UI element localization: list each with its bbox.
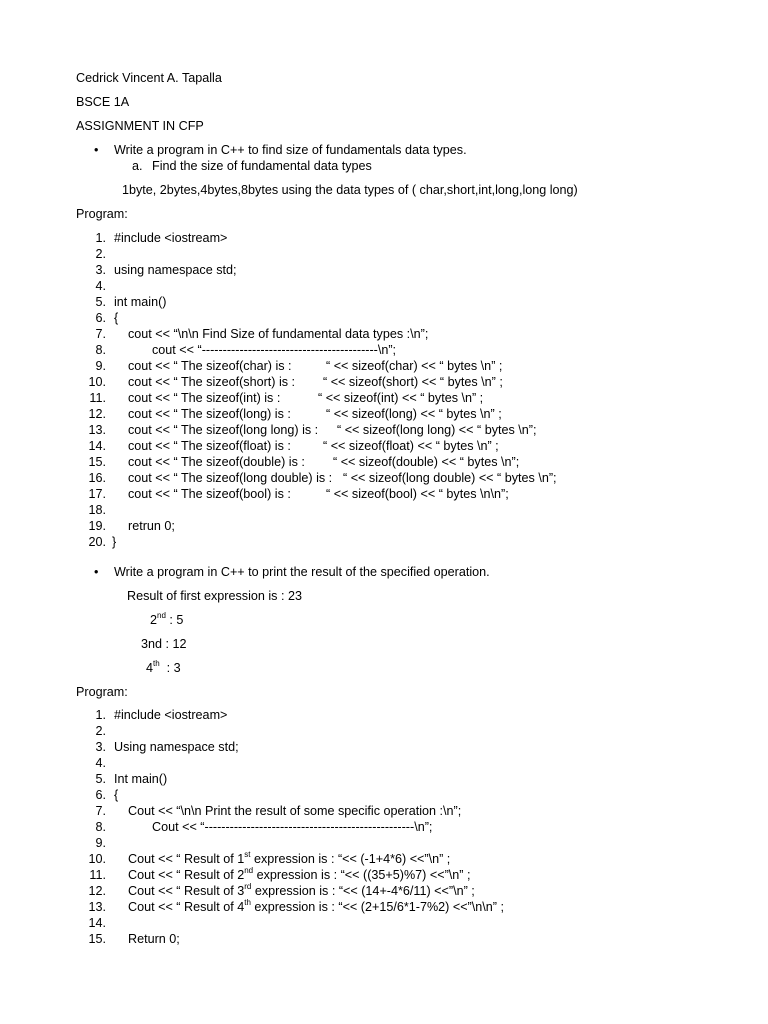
author-name: Cedrick Vincent A. Tapalla xyxy=(76,71,222,85)
code-text: Cout << “ Result of 1 xyxy=(128,852,245,866)
code-line: cout << “ The sizeof(long double) is : xyxy=(128,471,333,485)
ordinal-sup: th xyxy=(244,898,251,907)
result-third: 3nd : 12 xyxy=(141,637,187,651)
code-line xyxy=(128,899,504,915)
code-line: cout << “ The sizeof(bool) is : xyxy=(128,487,291,501)
code-line: cout << “------------------------------------------\n”; xyxy=(152,343,397,357)
program-label-1: Program: xyxy=(76,207,128,221)
result-second-val: : 5 xyxy=(165,613,184,627)
code-line: Using namespace std; xyxy=(114,740,239,754)
line-number: 1. xyxy=(95,708,106,722)
line-number: 6. xyxy=(95,311,106,325)
line-number: 9. xyxy=(95,836,106,850)
code-line: #include <iostream> xyxy=(114,708,228,722)
ordinal-sup: rd xyxy=(244,882,252,891)
task1-note: 1byte, 2bytes,4bytes,8bytes using the data types of ( char,short,int,long,long long) xyxy=(122,183,578,197)
line-number: 18. xyxy=(88,503,106,517)
code-text: Cout << “ Result of 2 xyxy=(128,868,245,882)
code-line-cont: “ << sizeof(float) << “ bytes \n” ; xyxy=(323,439,499,453)
code-line: cout << “ The sizeof(long) is : xyxy=(128,407,291,421)
line-number: 9. xyxy=(95,359,106,373)
code-line-cont: “ << sizeof(int) << “ bytes \n” ; xyxy=(318,391,484,405)
code-line-cont: “ << sizeof(short) << “ bytes \n” ; xyxy=(323,375,503,389)
line-number: 10. xyxy=(88,852,106,866)
line-number: 2. xyxy=(95,724,106,738)
line-number: 19. xyxy=(88,519,106,533)
code-line xyxy=(128,851,450,867)
line-number: 14. xyxy=(88,916,106,930)
task1-sub-text: Find the size of fundamental data types xyxy=(152,159,372,173)
code-line xyxy=(128,883,475,899)
line-number: 14. xyxy=(88,439,106,453)
line-number: 15. xyxy=(88,455,106,469)
code-line: cout << “ The sizeof(int) is : xyxy=(128,391,281,405)
result-second-sup: nd xyxy=(157,611,166,620)
code-text: expression is : “<< (2+15/6*1-7%2) <<”\n\n” ; xyxy=(250,900,504,914)
code-line-cont: “ << sizeof(bool) << “ bytes \n\n”; xyxy=(326,487,509,501)
line-number: 4. xyxy=(95,279,106,293)
code-line-cont: “ << sizeof(long) << “ bytes \n” ; xyxy=(326,407,502,421)
ordinal-sup: nd xyxy=(244,866,254,875)
code-line: using namespace std; xyxy=(114,263,237,277)
line-number: 3. xyxy=(95,263,106,277)
line-number: 11. xyxy=(89,391,106,405)
result-second xyxy=(150,612,183,628)
line-number: 11. xyxy=(89,868,106,882)
line-number: 13. xyxy=(88,423,106,437)
line-number: 8. xyxy=(95,820,106,834)
code-line: int main() xyxy=(114,295,167,309)
code-text: Cout << “ Result of 3 xyxy=(128,884,245,898)
task2-heading: Write a program in C++ to print the result of the specified operation. xyxy=(114,565,490,579)
line-number: 7. xyxy=(95,804,106,818)
bullet-marker: • xyxy=(94,143,99,157)
line-number: 16. xyxy=(88,471,106,485)
code-text: expression is : “<< (-1+4*6) <<”\n” ; xyxy=(250,852,451,866)
assignment-title: ASSIGNMENT IN CFP xyxy=(76,119,204,133)
code-text: expression is : “<< (14+-4*6/11) <<”\n” ; xyxy=(251,884,475,898)
code-line: Cout << “\n\n Print the result of some specific operation :\n”; xyxy=(128,804,462,818)
code-line-cont: “ << sizeof(char) << “ bytes \n” ; xyxy=(326,359,503,373)
line-number: 3. xyxy=(95,740,106,754)
code-line: Return 0; xyxy=(128,932,180,946)
code-text: expression is : “<< ((35+5)%7) <<”\n” ; xyxy=(253,868,471,882)
line-number: 17. xyxy=(88,487,106,501)
code-line: Int main() xyxy=(114,772,168,786)
result-fourth-val: : 3 xyxy=(159,661,181,675)
line-number: 12. xyxy=(88,884,106,898)
code-text: Cout << “ Result of 4 xyxy=(128,900,245,914)
program-label-2: Program: xyxy=(76,685,128,699)
code-line: cout << “ The sizeof(float) is : xyxy=(128,439,291,453)
line-number: 10. xyxy=(88,375,106,389)
line-number: 5. xyxy=(95,295,106,309)
code-line: { xyxy=(114,311,119,325)
line-number: 13. xyxy=(88,900,106,914)
code-line xyxy=(128,867,470,883)
class-section: BSCE 1A xyxy=(76,95,130,109)
result-fourth-num: 4 xyxy=(146,661,154,675)
line-number: 15. xyxy=(88,932,106,946)
code-line: { xyxy=(114,788,119,802)
line-number: 8. xyxy=(95,343,106,357)
result-fourth-sup: th xyxy=(153,659,160,668)
code-line: #include <iostream> xyxy=(114,231,228,245)
code-line: cout << “ The sizeof(short) is : xyxy=(128,375,296,389)
result-fourth xyxy=(146,660,181,676)
line-number: 4. xyxy=(95,756,106,770)
line-number: 12. xyxy=(88,407,106,421)
line-number: 6. xyxy=(95,788,106,802)
code-line-cont: “ << sizeof(double) << “ bytes \n”; xyxy=(333,455,520,469)
code-line-cont: “ << sizeof(long double) << “ bytes \n”; xyxy=(343,471,557,485)
code-line: cout << “ The sizeof(char) is : xyxy=(128,359,292,373)
result-second-num: 2 xyxy=(150,613,158,627)
line-number: 1. xyxy=(95,231,106,245)
code-line: cout << “\n\n Find Size of fundamental data types :\n”; xyxy=(128,327,429,341)
bullet-marker: • xyxy=(94,565,99,579)
ordinal-sup: st xyxy=(244,850,251,859)
line-number: 2. xyxy=(95,247,106,261)
task1-sub-marker: a. xyxy=(132,159,143,173)
line-number: 20. xyxy=(88,535,106,549)
line-number: 7. xyxy=(95,327,106,341)
code-line: cout << “ The sizeof(double) is : xyxy=(128,455,305,469)
task1-heading: Write a program in C++ to find size of fundamentals data types. xyxy=(114,143,467,157)
line-number: 5. xyxy=(95,772,106,786)
code-line: retrun 0; xyxy=(128,519,175,533)
code-line: } xyxy=(112,535,117,549)
result-first: Result of first expression is : 23 xyxy=(127,589,302,603)
code-line: Cout << “--------------------------------------------------\n”; xyxy=(152,820,433,834)
code-line: cout << “ The sizeof(long long) is : xyxy=(128,423,319,437)
code-line-cont: “ << sizeof(long long) << “ bytes \n”; xyxy=(337,423,537,437)
